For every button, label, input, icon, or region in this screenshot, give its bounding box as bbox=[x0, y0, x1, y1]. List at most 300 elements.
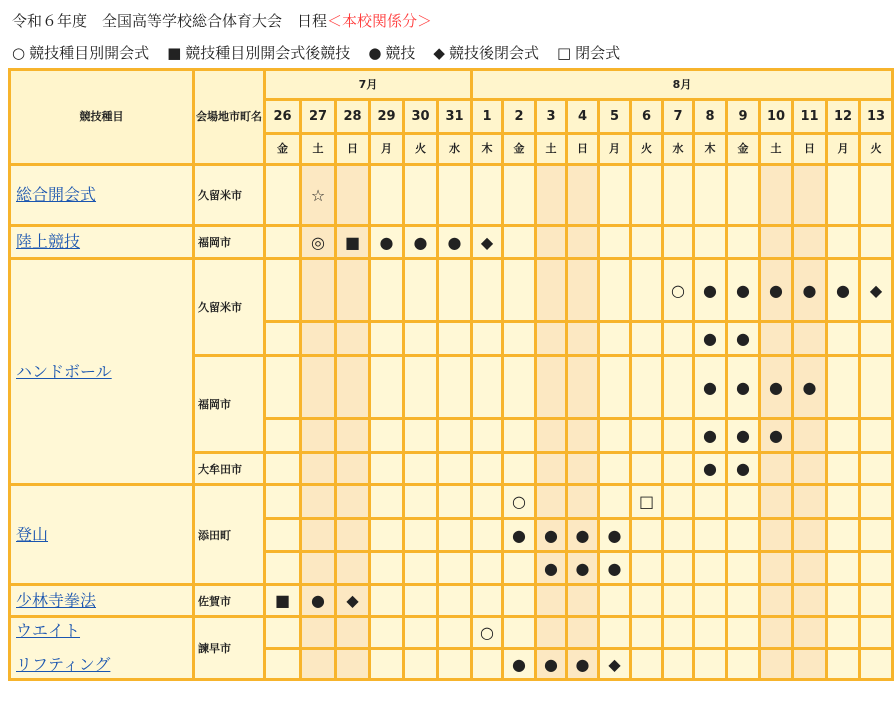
weekday-header: 金 bbox=[737, 142, 749, 156]
legend-label: 競技後閉会式 bbox=[448, 44, 539, 62]
schedule-cell bbox=[664, 553, 692, 583]
schedule-cell bbox=[828, 520, 858, 550]
schedule-cell bbox=[371, 420, 402, 451]
filled-circle-icon: ● bbox=[736, 329, 750, 348]
schedule-cell bbox=[405, 166, 436, 224]
schedule-cell bbox=[537, 166, 565, 224]
schedule-cell bbox=[568, 454, 597, 483]
schedule-cell bbox=[504, 323, 534, 354]
schedule-cell bbox=[439, 454, 470, 483]
schedule-cell bbox=[728, 486, 758, 517]
schedule-cell bbox=[828, 454, 858, 483]
schedule-cell bbox=[828, 553, 858, 583]
schedule-cell bbox=[828, 227, 858, 257]
weekday-header: 日 bbox=[804, 142, 815, 156]
filled-circle-icon: ● bbox=[703, 280, 717, 300]
schedule-cell bbox=[568, 260, 597, 320]
weekday-header: 水 bbox=[449, 142, 460, 156]
schedule-cell bbox=[828, 650, 858, 678]
title-main: 令和６年度 全国高等学校総合体育大会 日程 bbox=[12, 12, 328, 30]
filled-circle-icon: ● bbox=[575, 525, 590, 545]
date-header: 30 bbox=[411, 108, 430, 124]
open-circle-icon: ○ bbox=[512, 492, 526, 511]
schedule-cell bbox=[302, 420, 334, 451]
schedule-cell bbox=[761, 553, 791, 583]
weekday-header: 日 bbox=[347, 142, 358, 156]
schedule-cell bbox=[439, 553, 470, 583]
schedule-cell bbox=[664, 357, 692, 417]
schedule-cell bbox=[504, 166, 534, 224]
filled-circle-icon: ● bbox=[311, 591, 325, 610]
schedule-cell bbox=[504, 553, 534, 583]
schedule-cell bbox=[728, 650, 758, 678]
schedule-cell bbox=[600, 486, 629, 517]
filled-circle-icon: ● bbox=[703, 377, 717, 397]
schedule-cell bbox=[537, 454, 565, 483]
schedule-cell bbox=[632, 166, 661, 224]
schedule-cell bbox=[728, 586, 758, 615]
schedule-cell bbox=[504, 357, 534, 417]
schedule-cell bbox=[337, 260, 368, 320]
schedule-cell bbox=[302, 650, 334, 678]
filled-circle-icon: ● bbox=[368, 43, 382, 62]
filled-diamond-icon: ◆ bbox=[608, 654, 621, 674]
schedule-cell bbox=[537, 227, 565, 257]
schedule-cell bbox=[794, 420, 825, 451]
sport-link-3[interactable]: 登山 bbox=[16, 524, 49, 544]
weekday-header: 金 bbox=[513, 142, 525, 156]
weekday-header: 火 bbox=[641, 142, 652, 156]
schedule-cell bbox=[371, 586, 402, 615]
legend-label: 競技種目別開会式 bbox=[29, 44, 150, 62]
filled-circle-icon: ● bbox=[379, 232, 394, 252]
schedule-cell bbox=[861, 227, 891, 257]
date-header: 8 bbox=[705, 108, 715, 124]
schedule-cell bbox=[600, 227, 629, 257]
sport-link-0[interactable]: 総合開会式 bbox=[16, 185, 97, 205]
filled-circle-icon: ● bbox=[802, 377, 817, 397]
schedule-cell bbox=[537, 420, 565, 451]
schedule-cell bbox=[405, 486, 436, 517]
schedule-cell bbox=[337, 520, 368, 550]
schedule-cell bbox=[504, 227, 534, 257]
schedule-cell bbox=[664, 486, 692, 517]
open-square-icon: □ bbox=[556, 43, 572, 62]
sport-name-line2[interactable]: リフティング bbox=[16, 655, 111, 674]
schedule-cell bbox=[600, 357, 629, 417]
schedule-cell bbox=[632, 227, 661, 257]
schedule-cell bbox=[504, 260, 534, 320]
schedule-cell bbox=[439, 586, 470, 615]
schedule-cell bbox=[337, 553, 368, 583]
date-header: 2 bbox=[514, 108, 524, 124]
schedule-cell bbox=[302, 618, 334, 647]
schedule-cell bbox=[600, 260, 629, 320]
schedule-cell bbox=[600, 618, 629, 647]
schedule-cell bbox=[405, 618, 436, 647]
schedule-cell bbox=[664, 618, 692, 647]
date-header: 7 bbox=[673, 108, 683, 124]
schedule-cell bbox=[632, 520, 661, 550]
schedule-cell bbox=[664, 454, 692, 483]
schedule-cell bbox=[371, 650, 402, 678]
schedule-cell bbox=[632, 420, 661, 451]
schedule-cell bbox=[302, 486, 334, 517]
date-header: 13 bbox=[866, 108, 886, 124]
schedule-cell bbox=[632, 586, 661, 615]
schedule-cell bbox=[632, 260, 661, 320]
filled-circle-icon: ● bbox=[575, 558, 590, 578]
filled-circle-icon: ● bbox=[544, 654, 558, 674]
schedule-cell bbox=[794, 166, 825, 224]
schedule-cell bbox=[695, 166, 725, 224]
schedule-cell bbox=[439, 520, 470, 550]
schedule-cell bbox=[632, 553, 661, 583]
filled-circle-icon: ● bbox=[769, 280, 783, 300]
schedule-cell bbox=[794, 486, 825, 517]
schedule-cell bbox=[537, 323, 565, 354]
schedule-cell bbox=[405, 260, 436, 320]
schedule-cell bbox=[861, 650, 891, 678]
date-header: 29 bbox=[377, 108, 396, 124]
schedule-cell bbox=[371, 486, 402, 517]
date-header: 26 bbox=[273, 108, 292, 124]
date-header: 27 bbox=[308, 108, 328, 124]
schedule-cell bbox=[266, 357, 299, 417]
schedule-cell bbox=[761, 323, 791, 354]
schedule-cell bbox=[695, 618, 725, 647]
schedule-cell bbox=[794, 586, 825, 615]
filled-circle-icon: ● bbox=[544, 525, 558, 545]
double-circle-icon: ◎ bbox=[311, 232, 325, 252]
schedule-cell bbox=[266, 618, 299, 647]
schedule-cell bbox=[473, 260, 501, 320]
schedule-cell bbox=[794, 520, 825, 550]
schedule-cell bbox=[568, 420, 597, 451]
schedule-cell bbox=[473, 323, 501, 354]
venue-name: 久留米市 bbox=[198, 189, 242, 202]
schedule-cell bbox=[664, 323, 692, 354]
schedule-cell bbox=[632, 357, 661, 417]
schedule-cell bbox=[537, 486, 565, 517]
schedule-cell bbox=[664, 520, 692, 550]
schedule-cell bbox=[761, 586, 791, 615]
schedule-cell bbox=[664, 420, 692, 451]
schedule-cell bbox=[439, 486, 470, 517]
schedule-cell bbox=[794, 553, 825, 583]
schedule-cell bbox=[828, 323, 858, 354]
schedule-cell bbox=[337, 650, 368, 678]
sport-link-5[interactable] bbox=[11, 618, 192, 678]
venue-name: 諫早市 bbox=[198, 642, 231, 655]
date-header: 11 bbox=[800, 108, 819, 124]
filled-circle-icon: ● bbox=[512, 654, 526, 674]
date-header: 6 bbox=[641, 108, 652, 124]
date-header: 4 bbox=[577, 108, 588, 124]
venue-name: 添田町 bbox=[198, 528, 231, 542]
filled-circle-icon: ● bbox=[607, 558, 622, 578]
schedule-cell bbox=[337, 420, 368, 451]
schedule-cell bbox=[504, 586, 534, 615]
filled-square-icon: ■ bbox=[344, 232, 361, 252]
schedule-cell bbox=[861, 454, 891, 483]
schedule-cell bbox=[473, 520, 501, 550]
open-square-icon: □ bbox=[638, 492, 655, 511]
schedule-cell bbox=[761, 650, 791, 678]
legend bbox=[12, 42, 620, 63]
schedule-cell bbox=[405, 323, 436, 354]
schedule-cell bbox=[761, 227, 791, 257]
schedule-cell bbox=[473, 166, 501, 224]
filled-circle-icon: ● bbox=[703, 426, 717, 445]
schedule-cell bbox=[861, 618, 891, 647]
schedule-cell bbox=[728, 520, 758, 550]
schedule-cell bbox=[473, 357, 501, 417]
schedule-cell bbox=[664, 166, 692, 224]
schedule-cell bbox=[302, 520, 334, 550]
sport-link-1[interactable]: 陸上競技 bbox=[16, 232, 81, 252]
date-header: 5 bbox=[609, 108, 620, 124]
schedule-cell bbox=[728, 166, 758, 224]
schedule-cell bbox=[473, 420, 501, 451]
schedule-cell bbox=[473, 553, 501, 583]
schedule-cell bbox=[568, 618, 597, 647]
venue-name: 佐賀市 bbox=[198, 594, 231, 608]
open-circle-icon: ○ bbox=[480, 623, 494, 642]
schedule-cell bbox=[728, 227, 758, 257]
schedule-cell bbox=[504, 420, 534, 451]
schedule-cell bbox=[266, 486, 299, 517]
schedule-cell bbox=[439, 357, 470, 417]
schedule-cell bbox=[405, 420, 436, 451]
schedule-cell bbox=[632, 323, 661, 354]
filled-circle-icon: ● bbox=[769, 377, 783, 397]
schedule-cell bbox=[695, 650, 725, 678]
weekday-header: 金 bbox=[277, 142, 288, 156]
schedule-cell bbox=[861, 420, 891, 451]
filled-circle-icon: ● bbox=[703, 329, 717, 348]
schedule-cell bbox=[828, 586, 858, 615]
weekday-header: 火 bbox=[415, 142, 426, 156]
page-title bbox=[12, 10, 432, 31]
schedule-cell bbox=[728, 553, 758, 583]
schedule-cell bbox=[537, 586, 565, 615]
schedule-cell bbox=[302, 260, 334, 320]
schedule-cell bbox=[405, 520, 436, 550]
filled-diamond-icon: ◆ bbox=[346, 591, 359, 610]
date-header: 9 bbox=[738, 108, 748, 124]
schedule-cell bbox=[600, 454, 629, 483]
filled-circle-icon: ● bbox=[802, 280, 817, 300]
schedule-cell bbox=[405, 553, 436, 583]
legend-item-competition-then-closing bbox=[433, 42, 539, 63]
schedule-cell bbox=[337, 618, 368, 647]
schedule-cell bbox=[371, 520, 402, 550]
schedule-cell bbox=[828, 420, 858, 451]
schedule-cell bbox=[861, 486, 891, 517]
filled-square-icon: ■ bbox=[274, 591, 291, 610]
month-header-august: 8月 bbox=[672, 77, 692, 91]
filled-circle-icon: ● bbox=[736, 377, 750, 397]
schedule-cell bbox=[861, 553, 891, 583]
sport-name-line1[interactable]: ウエイト bbox=[16, 621, 81, 641]
sport-column-header: 競技種目 bbox=[79, 110, 124, 124]
schedule-cell bbox=[568, 586, 597, 615]
schedule-cell bbox=[337, 454, 368, 483]
schedule-cell bbox=[537, 357, 565, 417]
schedule-cell bbox=[728, 618, 758, 647]
weekday-header: 土 bbox=[770, 142, 782, 156]
schedule-cell bbox=[761, 618, 791, 647]
schedule-cell bbox=[439, 650, 470, 678]
schedule-cell bbox=[695, 486, 725, 517]
schedule-cell bbox=[473, 486, 501, 517]
legend-label: 競技種目別開会式後競技 bbox=[185, 44, 351, 62]
schedule-cell bbox=[828, 486, 858, 517]
schedule-cell bbox=[828, 357, 858, 417]
date-header: 28 bbox=[343, 108, 362, 124]
filled-diamond-icon: ◆ bbox=[433, 43, 445, 62]
schedule-cell bbox=[439, 618, 470, 647]
legend-item-closing bbox=[557, 42, 620, 63]
schedule-cell bbox=[568, 227, 597, 257]
schedule-cell bbox=[337, 357, 368, 417]
filled-diamond-icon: ◆ bbox=[869, 280, 883, 300]
weekday-header: 土 bbox=[312, 142, 324, 156]
sport-link-4[interactable]: 少林寺拳法 bbox=[16, 590, 97, 610]
schedule-cell bbox=[861, 586, 891, 615]
schedule-cell bbox=[439, 420, 470, 451]
schedule-cell bbox=[266, 227, 299, 257]
filled-circle-icon: ● bbox=[736, 459, 750, 478]
legend-label: 競技 bbox=[385, 44, 416, 62]
schedule-cell bbox=[632, 650, 661, 678]
schedule-cell bbox=[828, 166, 858, 224]
filled-circle-icon: ● bbox=[736, 426, 750, 445]
schedule-cell bbox=[405, 586, 436, 615]
schedule-cell bbox=[632, 454, 661, 483]
schedule-cell bbox=[695, 520, 725, 550]
filled-diamond-icon: ◆ bbox=[480, 232, 494, 252]
schedule-cell bbox=[794, 618, 825, 647]
venue-name: 福岡市 bbox=[198, 398, 231, 411]
filled-circle-icon: ● bbox=[544, 558, 558, 578]
date-header: 1 bbox=[482, 108, 492, 124]
schedule-cell bbox=[439, 166, 470, 224]
legend-item-opening bbox=[12, 42, 149, 63]
schedule-cell bbox=[861, 357, 891, 417]
schedule-cell bbox=[568, 166, 597, 224]
filled-circle-icon: ● bbox=[512, 525, 526, 545]
filled-circle-icon: ● bbox=[607, 525, 622, 545]
schedule-cell bbox=[266, 553, 299, 583]
date-header: 10 bbox=[766, 108, 786, 124]
schedule-cell bbox=[266, 454, 299, 483]
schedule-cell bbox=[568, 323, 597, 354]
schedule-cell bbox=[439, 260, 470, 320]
filled-circle-icon: ● bbox=[575, 654, 590, 674]
filled-circle-icon: ● bbox=[447, 232, 462, 252]
schedule-cell bbox=[664, 227, 692, 257]
schedule-cell bbox=[371, 553, 402, 583]
schedule-cell bbox=[371, 618, 402, 647]
schedule-cell bbox=[695, 586, 725, 615]
weekday-header: 日 bbox=[577, 142, 588, 156]
schedule-cell bbox=[761, 454, 791, 483]
filled-circle-icon: ● bbox=[836, 280, 850, 300]
weekday-header: 木 bbox=[704, 142, 716, 156]
filled-square-icon: ■ bbox=[167, 43, 182, 62]
weekday-header: 土 bbox=[545, 142, 557, 156]
venue-name: 久留米市 bbox=[198, 301, 242, 314]
open-circle-icon: ○ bbox=[671, 280, 685, 300]
schedule-cell bbox=[600, 323, 629, 354]
legend-item-competition bbox=[368, 42, 415, 63]
schedule-cell bbox=[761, 520, 791, 550]
schedule-cell bbox=[473, 586, 501, 615]
filled-circle-icon: ● bbox=[703, 459, 717, 478]
schedule-cell bbox=[664, 650, 692, 678]
legend-item-opening-then-competition bbox=[167, 42, 350, 63]
weekday-header: 月 bbox=[837, 142, 849, 156]
schedule-cell bbox=[600, 166, 629, 224]
schedule-cell bbox=[861, 166, 891, 224]
sport-link-2[interactable]: ハンドボール bbox=[16, 361, 112, 381]
schedule-cell bbox=[504, 454, 534, 483]
date-header: 31 bbox=[445, 108, 464, 124]
schedule-cell bbox=[828, 618, 858, 647]
schedule-cell bbox=[266, 323, 299, 354]
schedule-cell bbox=[405, 650, 436, 678]
schedule-cell bbox=[302, 454, 334, 483]
schedule-cell bbox=[266, 420, 299, 451]
weekday-header: 木 bbox=[481, 142, 493, 156]
date-header: 3 bbox=[546, 108, 556, 124]
schedule-cell bbox=[695, 553, 725, 583]
schedule-cell bbox=[371, 323, 402, 354]
schedule-cell bbox=[537, 260, 565, 320]
schedule-cell bbox=[695, 227, 725, 257]
schedule-cell bbox=[537, 618, 565, 647]
schedule-cell bbox=[794, 650, 825, 678]
schedule-cell bbox=[371, 454, 402, 483]
schedule-cell bbox=[632, 618, 661, 647]
schedule-cell bbox=[337, 486, 368, 517]
date-header: 12 bbox=[833, 108, 853, 124]
schedule-table bbox=[8, 68, 894, 681]
schedule-cell bbox=[473, 454, 501, 483]
schedule-cell bbox=[266, 166, 299, 224]
open-circle-icon: ○ bbox=[12, 43, 26, 62]
schedule-cell bbox=[761, 166, 791, 224]
schedule-cell bbox=[266, 260, 299, 320]
venue-name: 大牟田市 bbox=[198, 462, 242, 476]
legend-label: 閉会式 bbox=[575, 44, 621, 62]
schedule-cell bbox=[568, 357, 597, 417]
schedule-cell bbox=[302, 323, 334, 354]
schedule-cell bbox=[337, 166, 368, 224]
schedule-cell bbox=[302, 357, 334, 417]
schedule-cell bbox=[473, 650, 501, 678]
schedule-cell bbox=[794, 227, 825, 257]
venue-column-header: 会場地 市町名 bbox=[196, 110, 262, 124]
schedule-cell bbox=[405, 357, 436, 417]
schedule-cell bbox=[504, 618, 534, 647]
month-header-july: 7月 bbox=[358, 77, 378, 91]
weekday-header: 月 bbox=[609, 142, 620, 156]
schedule-cell bbox=[302, 553, 334, 583]
schedule-cell bbox=[761, 486, 791, 517]
